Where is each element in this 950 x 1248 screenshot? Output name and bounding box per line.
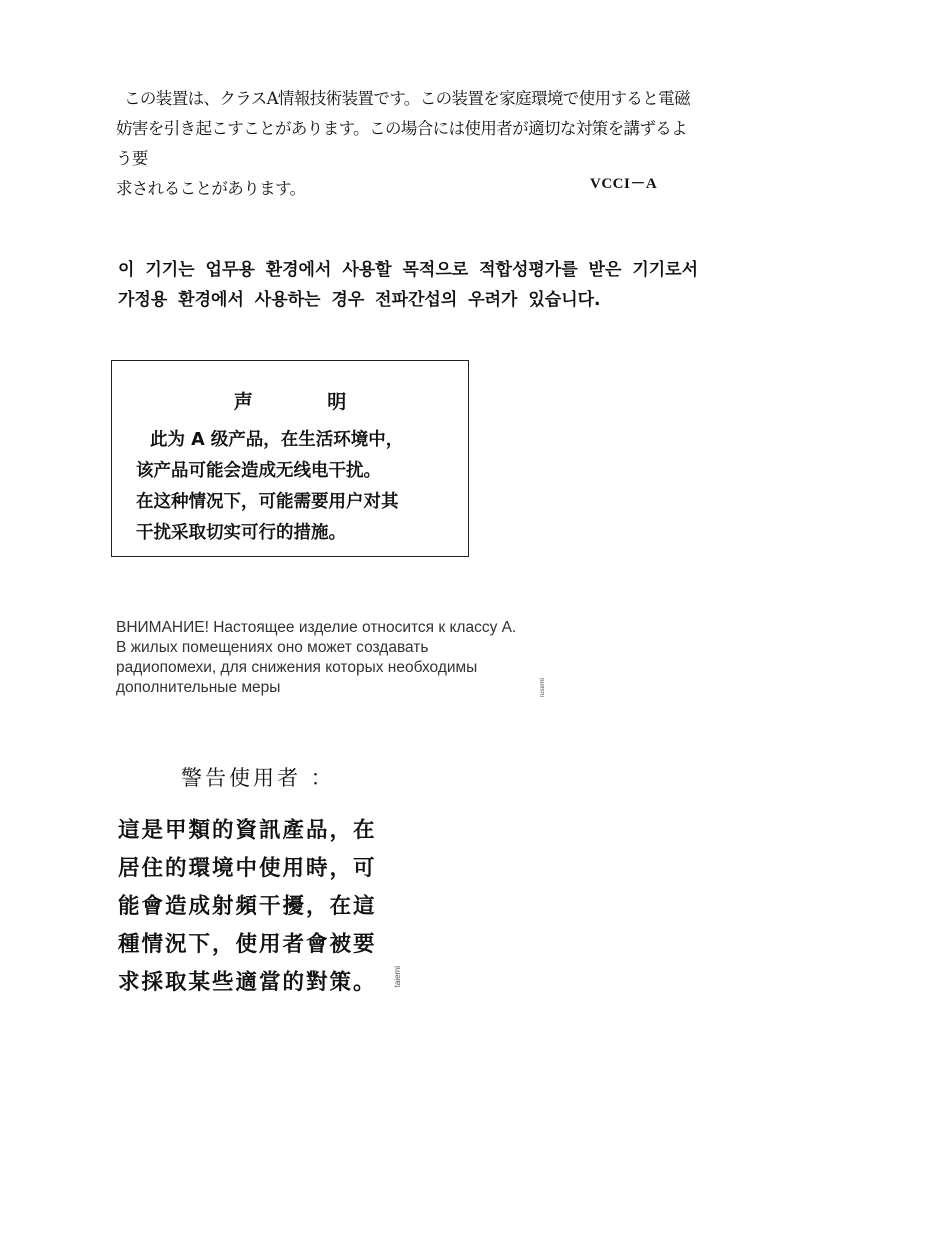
taiwan-warning-line: 種情況下，使用者會被要	[118, 932, 377, 957]
taiwan-warning-line: 能會造成射頻干擾，在這	[118, 894, 377, 919]
chinese-statement-line: 干扰采取切实可行的措施。	[136, 523, 346, 543]
russian-notice-line: ВНИМАНИЕ! Настоящее изделие относится к классу А.	[116, 619, 517, 636]
chinese-statement-line: 此为 A 级产品，在生活环境中，	[150, 430, 404, 450]
russian-notice-line: радиопомехи, для снижения которых необходимы	[116, 659, 478, 676]
taiwan-warning-line: 求採取某些適當的對策。	[118, 970, 377, 995]
chinese-statement-box	[111, 360, 469, 557]
chinese-statement-title: 声 明	[233, 391, 381, 413]
taiwan-figure-tag: taiemi	[393, 966, 402, 988]
japanese-notice-line: 妨害を引き起こすことがあります。この場合には使用者が適切な対策を講ずるよう要	[116, 119, 688, 168]
korean-emc-notice	[118, 255, 758, 315]
taiwan-warning-title: 警告使用者 ：	[181, 766, 335, 790]
chinese-statement-line: 该产品可能会造成无线电干扰。	[136, 461, 381, 481]
russian-figure-tag: rusemi	[539, 678, 546, 698]
chinese-statement-body	[136, 425, 456, 549]
chinese-statement-line: 在这种情况下，可能需要用户对其	[136, 492, 399, 512]
korean-notice-line: 가정용 환경에서 사용하는 경우 전파간섭의 우려가 있습니다.	[118, 290, 601, 310]
russian-notice-line: В жилых помещениях оно может создавать	[116, 639, 429, 656]
taiwan-warning-line: 這是甲類的資訊產品，在	[118, 818, 377, 843]
japanese-notice-line: この装置は、クラスA情報技術装置です。この装置を家庭環境で使用すると電磁	[124, 89, 691, 108]
korean-notice-line: 이 기기는 업무용 환경에서 사용할 목적으로 적합성평가를 받은 기기로서	[118, 260, 699, 280]
vcci-class-mark: VCCI－A	[590, 176, 658, 192]
taiwan-warning-body	[118, 812, 408, 1002]
russian-emc-notice	[116, 618, 556, 698]
taiwan-warning-line: 居住的環境中使用時，可	[118, 856, 377, 881]
russian-notice-line: дополнительные меры	[116, 679, 281, 696]
japanese-notice-line: 求されることがあります。	[116, 179, 306, 198]
